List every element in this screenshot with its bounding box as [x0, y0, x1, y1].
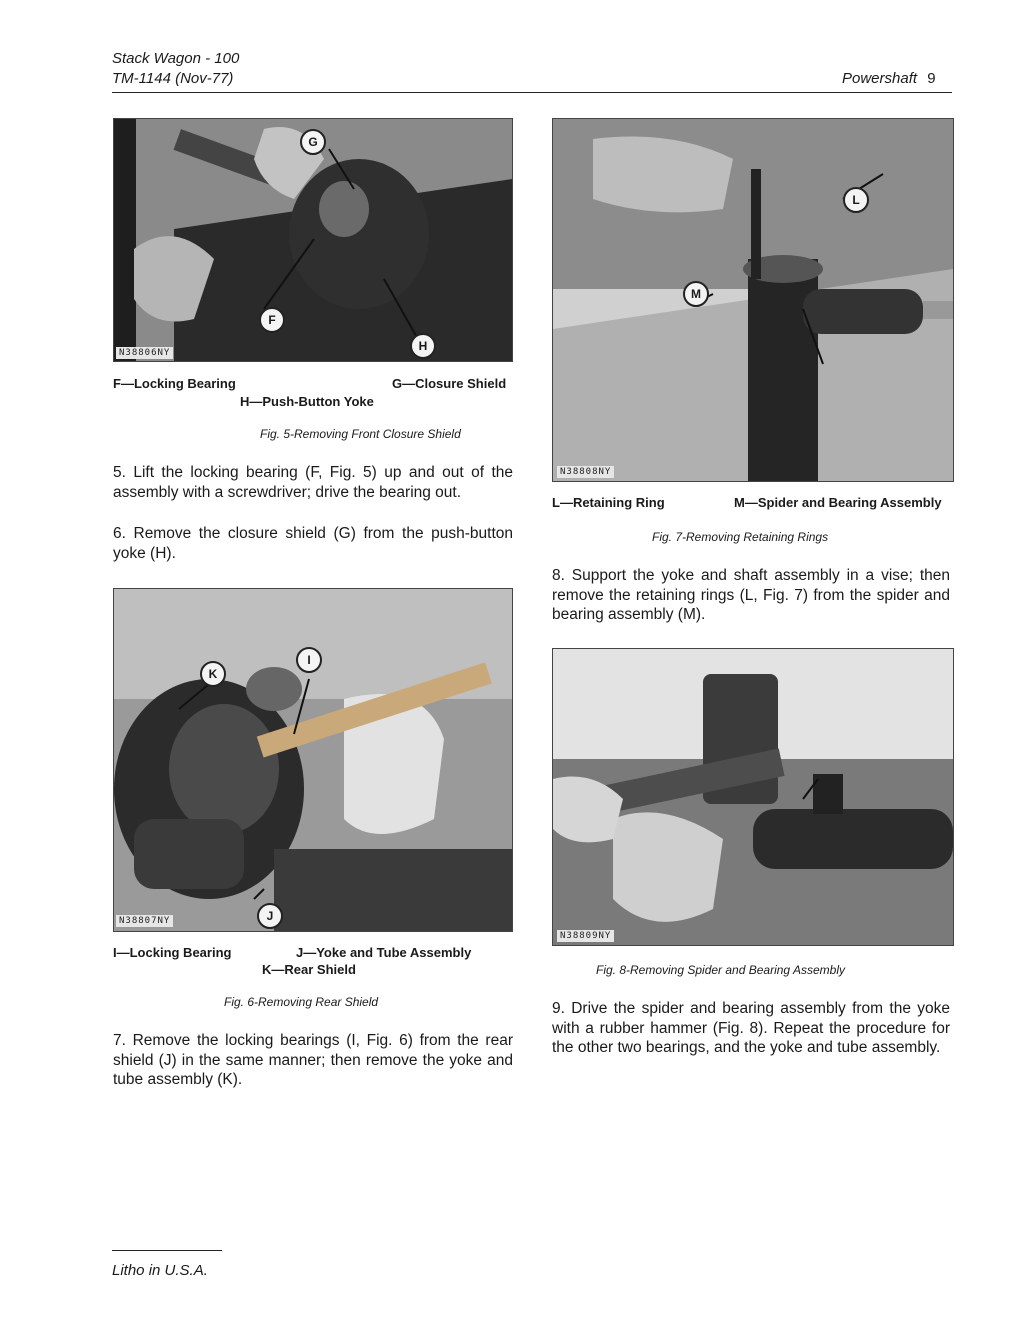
fig5-legend-h: H—Push-Button Yoke — [240, 394, 374, 409]
fig7-callout-m: M — [683, 281, 709, 307]
fig7-illustration — [553, 119, 953, 481]
fig6-legend-j: J—Yoke and Tube Assembly — [296, 945, 472, 960]
step-5: 5. Lift the locking bearing (F, Fig. 5) up and out of the assembly with a screwdriver; drive the bearing out. — [113, 464, 513, 501]
fig5-callout-f: F — [259, 307, 285, 333]
page-number: 9 — [927, 70, 936, 87]
fig8-plate-number: N38809NY — [557, 930, 614, 942]
fig7-photo — [552, 118, 954, 482]
step-6: 6. Remove the closure shield (G) from the push-button yoke (H). — [113, 525, 513, 562]
fig5-caption: Fig. 5-Removing Front Closure Shield — [260, 427, 461, 441]
fig5-legend-f: F—Locking Bearing — [113, 376, 236, 391]
fig6-illustration — [114, 589, 512, 931]
fig5-illustration — [114, 119, 512, 361]
fig6-photo — [113, 588, 513, 932]
fig6-legend-k: K—Rear Shield — [262, 962, 356, 977]
fig5-callout-g: G — [300, 129, 326, 155]
section-title — [842, 70, 936, 88]
manual-title: Stack Wagon - 100 — [112, 50, 240, 67]
fig6-callout-j: J — [257, 903, 283, 929]
fig7-legend-l: L—Retaining Ring — [552, 495, 665, 510]
fig6-callout-k: K — [200, 661, 226, 687]
fig5-legend-g: G—Closure Shield — [392, 376, 507, 391]
fig7-callout-l: L — [843, 187, 869, 213]
fig7-plate-number: N38808NY — [557, 466, 614, 478]
fig8-photo — [552, 648, 954, 946]
footer-text: Litho in U.S.A. — [112, 1262, 208, 1279]
fig6-callout-i: I — [296, 647, 322, 673]
fig5-callout-h: H — [410, 333, 436, 359]
step-8: 8. Support the yoke and shaft assembly in a vise; then remove the retaining rings (L, Fig. 7) from the spider and bearing assembly (M). — [552, 567, 950, 623]
step-9: 9. Drive the spider and bearing assembly from the yoke with a rubber hammer (Fig. 8). Repeat the procedure for the other two bearings, and the yoke and tube assembly. — [552, 1000, 950, 1056]
fig5-plate-number: N38806NY — [116, 347, 173, 359]
fig6-legend-i: I—Locking Bearing — [113, 945, 232, 960]
fig8-caption: Fig. 8-Removing Spider and Bearing Assembly — [596, 963, 846, 977]
fig8-illustration — [553, 649, 953, 945]
fig6-plate-number: N38807NY — [116, 915, 173, 927]
section-name: Powershaft — [842, 70, 918, 87]
fig7-caption: Fig. 7-Removing Retaining Rings — [652, 530, 829, 544]
fig6-caption: Fig. 6-Removing Rear Shield — [224, 995, 379, 1009]
header-rule — [112, 92, 952, 93]
fig5-photo — [113, 118, 513, 362]
fig7-legend-m: M—Spider and Bearing Assembly — [734, 495, 942, 510]
step-7: 7. Remove the locking bearings (I, Fig. 6) from the rear shield (J) in the same manner; then remove the yoke and tube assembly (K). — [113, 1032, 513, 1088]
manual-code: TM-1144 (Nov-77) — [112, 70, 234, 87]
footer-rule — [112, 1250, 222, 1251]
